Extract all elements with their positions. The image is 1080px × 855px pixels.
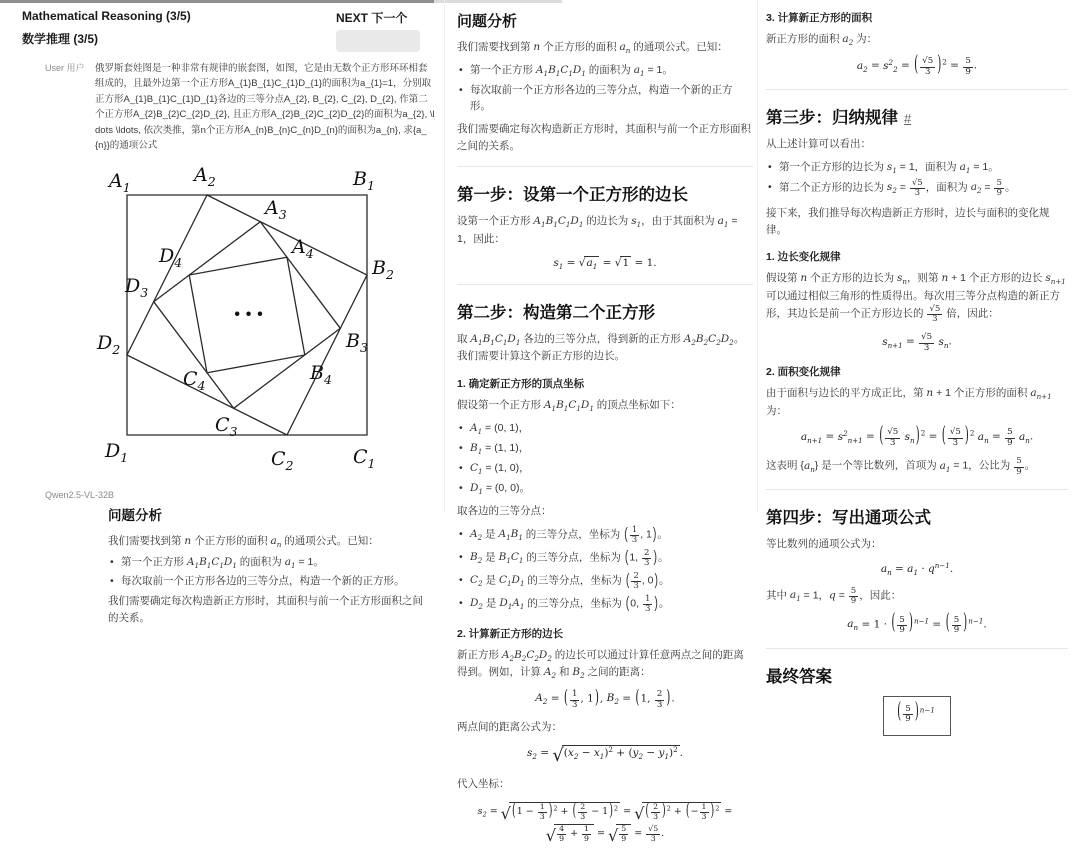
step2-intro: 取 $A_1B_1C_1D_1$ 各边的三等分点，得到新的正方形 $A_2B_2C_2D_2$。我们需要计算这个新正方形的边长。 (457, 333, 745, 363)
section-heading-step3 (766, 104, 1068, 128)
vertex-label-A4: $A_4$ (292, 236, 314, 262)
step3-heading-text: 第三步：归纳规律 (766, 109, 898, 128)
step3-subhead-2: 2. 面积变化规律 (766, 366, 841, 379)
assistant-analysis-preview (108, 506, 424, 626)
vertex-label-D2: $D_2$ (97, 332, 121, 358)
vertex-item: • $C_1 = (1$, 0)， (457, 460, 753, 477)
user-message-text: 俄罗斯套娃图是一种非常有规律的嵌套图，如图，它是由无数个正方形环环相套组成的，且最外边第一个正方形A_{1}B_{1}C_{1}D_{1}的面积为a_{1}=1，分别取正方形A_{1}B_{1}C_{1}D_{1}各边的三等分点A_{2}, B_{2}, C_{2}, D_{2}, 作第二个正方形A_{2}B_{2}C_{2}D_{2}, 且正方形A_{2}B_{2}C_{2}D_{2}的面积为a_{2}, \ldots \ldots, 依次类推，第n个正方形A_{n}B_{n}C_{n}D_{n}的面积为a_{n}, 求{a_{n}}的通项公式 (95, 63, 435, 151)
step2-subhead-1: 1. 确定新正方形的顶点坐标 (457, 378, 585, 391)
section-divider (457, 284, 753, 285)
column-middle (457, 4, 753, 855)
formula-a2: $a_2 = s^2_2$ = ( $\frac{√5}{3}$ )$^2$ = $\frac{5}{9}$ . (856, 52, 978, 77)
page-titles (22, 9, 191, 47)
analysis-heading: 问题分析 (108, 508, 162, 524)
vertex-label-D3: $D_3$ (125, 275, 149, 301)
step3-paragraph: 由于面积与边长的平方成正比，第 n + 1 个正方形的面积 $a_{n+1}$ 为： (766, 387, 1052, 417)
section-heading-step4: 第四步：写出通项公式 (766, 509, 931, 528)
formula-distance: $s_2 = √(x_2 - x_1)^2 + (y_2 - y_1)^2$ . (526, 744, 683, 767)
final-answer-box: ( $\frac{5}{9}$ )$^{n-1}$ (883, 696, 951, 736)
column-divider-1 (444, 0, 445, 512)
formula-area-recurrence: $a_{n+1} = s^2_{n+1}$ = ( $\frac{√5}{3}$ $s_n)^2$ = ( $\frac{√5}{3}$ )$^2$ $a_n$ = $\frac{5}{9}$ $a_n$. (800, 423, 1034, 448)
third-point-item: • $D_2$ 是 $D_1A_1$ 的三等分点，坐标为 (0, $\frac{1}{3}$ )。 (457, 595, 753, 615)
vertex-item: • $B_1 = (1$, 1)， (457, 440, 753, 457)
vertex-label-C2: $C_2$ (271, 448, 294, 474)
model-label: Qwen2.5-VL-32B (45, 490, 115, 501)
next-button-label[interactable]: NEXT 下一个 (336, 11, 408, 25)
step3-paragraph: 假设第 n 个正方形的边长为 $s_n$，则第 n + 1 个正方形的边长 $s_{n+1}$ 可以通过相似三角形的性质得出。每次用三等分点构造的新正方形，其边长是前一个正方形边长的 $\frac{√5}{3}$ 倍，因此： (766, 272, 1066, 324)
section-divider (457, 166, 753, 167)
vertex-label-A3: $A_3$ (265, 197, 287, 223)
step4-paragraph: 其中 $a_1 = 1$，q = $\frac{5}{9}$ ，因此： (766, 585, 902, 607)
step2-subhead-3: 3. 计算新正方形的面积 (766, 12, 873, 24)
third-point-item: • $B_2$ 是 $B_1C_1$ 的三等分点，坐标为 (1, $\frac{2}{3}$ )。 (457, 549, 753, 569)
formula-points: $A_2$ = ( $\frac{1}{3}$ , 1), $B_2 = (1$, $\frac{2}{3}$ ). (535, 686, 675, 710)
vertex-item: • $A_1 = (0$, 1)， (457, 420, 753, 437)
header (22, 9, 436, 52)
column-right (766, 4, 1068, 745)
section-divider (766, 648, 1068, 649)
page-title-zh: 数学推理 (3/5) (22, 32, 99, 46)
third-point-item: • $A_2$ 是 $A_1B_1$ 的三等分点，坐标为 ( $\frac{1}{3}$ , 1)。 (457, 526, 753, 546)
user-message (22, 61, 436, 153)
step3-paragraph: 从上述计算可以看出： (766, 138, 871, 151)
step2-paragraph: 两点间的距离公式为： (457, 721, 562, 734)
step4-paragraph: 等比数列的通项公式为： (766, 538, 882, 551)
section-divider (766, 489, 1068, 490)
ellipsis-dots: ··· (233, 299, 268, 329)
analysis-bullet: • 每次取前一个正方形各边的三等分点，构造一个新的正方形。 (108, 573, 424, 589)
vertex-item: • $D_1 = (0$, 0)。 (457, 480, 753, 497)
analysis-bullet: • 每次取前一个正方形各边的三等分点，构造一个新的正方形。 (457, 82, 753, 115)
figure-container (95, 157, 436, 484)
formula-geometric-general: $a_n = a_1 \cdot q^{n-1}$. (880, 561, 954, 577)
vertex-label-A1: $A_1$ (109, 170, 131, 196)
formula-an: $a_n = 1$ · ( $\frac{5}{9}$ )$^{n-1}$ = ( $\frac{5}{9}$ )$^{n-1}$. (847, 610, 987, 636)
vertex-label-D1: $D_1$ (105, 440, 129, 466)
section-divider (766, 89, 1068, 90)
vertex-label-C4: $C_4$ (183, 368, 206, 394)
vertex-label-C1: $C_1$ (353, 446, 376, 472)
step3-subhead-1: 1. 边长变化规律 (766, 251, 841, 264)
page-title-en: Mathematical Reasoning (3/5) (22, 9, 191, 23)
vertex-label-B2: $B_2$ (372, 257, 394, 283)
step3-paragraph: 接下来，我们推导每次构造新正方形时，边长与面积的变化规律。 (766, 206, 1050, 236)
vertex-label-B3: $B_3$ (346, 330, 368, 356)
vertex-label-C3: $C_3$ (215, 414, 238, 440)
next-button[interactable] (336, 30, 420, 52)
step2-paragraph: 假设第一个正方形 $A_1B_1C_1D_1$ 的顶点坐标如下： (457, 399, 681, 414)
vertex-label-B1: $B_1$ (353, 168, 375, 194)
final-answer (766, 696, 1068, 736)
nested-squares-figure (95, 157, 415, 479)
vertex-label-A2: $A_2$ (194, 164, 216, 190)
formula-side-recurrence: $s_{n+1}$ = $\frac{√5}{3}$ $s_n$. (882, 332, 952, 353)
step2-subhead-2: 2. 计算新正方形的边长 (457, 627, 564, 640)
step2-paragraph: 取各边的三等分点： (457, 505, 552, 518)
analysis-intro: 我们需要找到第 n 个正方形的面积 $a_n$ 的通项公式。已知： (457, 41, 728, 55)
vertex-label-D4: $D_4$ (159, 245, 183, 271)
step2-paragraph: 新正方形 $A_2B_2C_2D_2$ 的边长可以通过计算任意两点之间的距离得到。例如，计算 $A_2$ 和 $B_2$ 之间的距离： (457, 648, 744, 680)
top-scroll-track (434, 0, 562, 3)
top-scroll-indicator (0, 0, 434, 3)
section-heading-analysis: 问题分析 (457, 13, 518, 30)
step3-paragraph: 这表明 $\{a_n\}$ 是一个等比数列，首项为 $a_1 = 1$，公比为 $\frac{5}{9}$ 。 (766, 456, 1036, 477)
analysis-bullet: • 第一个正方形 $A_1B_1C_1D_1$ 的面积为 $a_1 = 1$。 (457, 62, 753, 79)
formula-s1: $s_1 = √a_1 = √1 = 1$. (553, 257, 657, 272)
step2-paragraph: 代入坐标： (457, 778, 510, 791)
step3-bullet: • 第一个正方形的边长为 $s_1 = 1$，面积为 $a_1 = 1$。 (766, 159, 1068, 176)
user-label: User 用户 (45, 63, 85, 73)
section-heading-step2: 第二步：构造第二个正方形 (457, 304, 655, 323)
formula-s2-computation: $s_2 = √(1$ − $\frac{1}{3}$ )$^2$ + ( $\frac{2}{3}$ − 1)$^2$ = √( $\frac{2}{3}$ )$^2$ + (− $\frac{1}{3}$ )$^2$ = √ $\frac{4}{9}$ + $\frac{1}{9}$ = √ $\frac{5}{9}$ = $\frac{√5}{3}$ . (477, 800, 733, 845)
vertex-label-B4: $B_4$ (310, 362, 332, 388)
section-heading-step1: 第一步：设第一个正方形的边长 (457, 186, 688, 205)
column-left (22, 4, 436, 631)
step3-bullet: • 第二个正方形的边长为 $s_2$ = $\frac{√5}{3}$ ，面积为 $a_2$ = $\frac{5}{9}$ 。 (766, 179, 1068, 199)
column-divider-2 (757, 0, 758, 512)
next-control (336, 9, 420, 52)
section-heading-answer: 最终答案 (766, 667, 832, 686)
step2-paragraph: 新正方形的面积 $a_2$ 为： (766, 33, 878, 47)
analysis-intro: 我们需要找到第 n 个正方形的面积 $a_n$ 的通项公式。已知： (108, 534, 379, 549)
heading-anchor-link[interactable]: # (904, 111, 912, 127)
analysis-bullet: • 第一个正方形 $A_1B_1C_1D_1$ 的面积为 $a_1 = 1$。 (108, 554, 424, 571)
analysis-outro: 我们需要确定每次构造新正方形时，其面积与前一个正方形面积之间的关系。 (457, 122, 751, 152)
step1-paragraph: 设第一个正方形 $A_1B_1C_1D_1$ 的边长为 $s_1$，由于其面积为 $a_1 = 1$，因此： (457, 215, 738, 245)
analysis-outro: 我们需要确定每次构造新正方形时，其面积与前一个正方形面积之间的关系。 (108, 594, 423, 624)
third-point-item: • $C_2$ 是 $C_1D_1$ 的三等分点，坐标为 ( $\frac{2}{3}$ , 0)。 (457, 572, 753, 592)
